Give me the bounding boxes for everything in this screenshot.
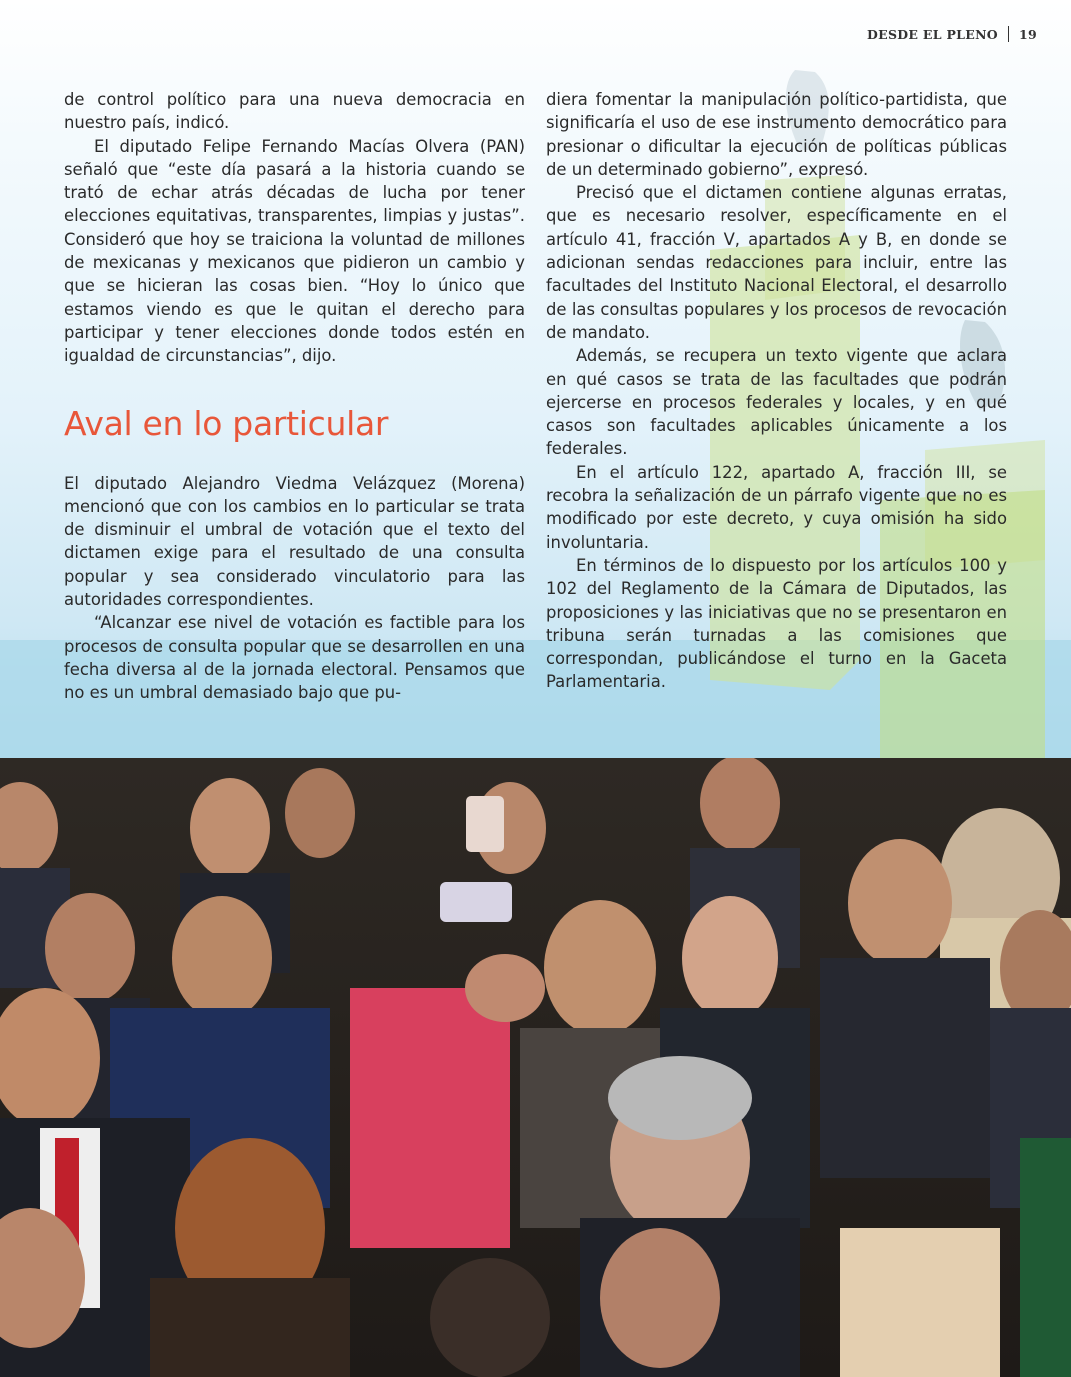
right-column: [546, 88, 1007, 694]
phone-shape: [440, 882, 512, 922]
paragraph: Además, se recupera un texto vigente que aclara en qué casos se trata de las facultades que podrán ejercerse en procesos federales y locales, y en qué casos son facultades aplicables únicamente a los federales.: [546, 346, 1007, 459]
page-number: 19: [1019, 26, 1037, 42]
paragraph: El diputado Felipe Fernando Macías Olvera (PAN) señaló que “este día pasará a la historia cuando se trató de echar atrás décadas de lucha por tener elecciones equitativas, transparentes, limpias y justas”. Consideró que hoy se traiciona la voluntad de millones de mexicanas y mexicanos que pidieron un cambio y que se hicieran las cosas bien. “Hoy lo único que estamos viendo es que le quitan el derecho para participar y tener elecciones donde todos estén en igualdad de circunstancias”, dijo.: [64, 136, 525, 366]
paragraph: En términos de lo dispuesto por los artículos 100 y 102 del Reglamento de la Cámara de Diputados, las proposiciones y las iniciativas que no se presentaron en tribuna serán turnadas a las comisiones que correspondan, publicándose el turno en la Gaceta Parlamentaria.: [546, 555, 1007, 692]
paragraph: Precisó que el dictamen contiene algunas erratas, que es necesario resolver, específicamente en el artículo 41, fracción V, apartados A y B, en donde se adicionan sendas redacciones para incluir, entre las facultades del Instituto Nacional Electoral, el desarrollo de las consultas populares y los procesos de revocación de mandato.: [546, 183, 1007, 342]
section-title: DESDE EL PLENO: [866, 26, 998, 42]
paragraph: En el artículo 122, apartado A, fracción III, se recobra la señalización de un párrafo vigente que no es modificado por este decreto, y cuya omisión ha sido involuntaria.: [546, 462, 1007, 552]
paragraph: de control político para una nueva democracia en nuestro país, indicó.: [64, 90, 525, 133]
paragraph: “Alcanzar ese nivel de votación es factible para los procesos de consulta popular que se desarrollen en una fecha diversa al de la jornada electoral. Pensamos que no es un umbral demasiado bajo que pu-: [64, 613, 525, 703]
phone-shape: [466, 796, 504, 852]
paragraph: El diputado Alejandro Viedma Velázquez (Morena) mencionó que con los cambios en lo particular se trata de disminuir el umbral de votación que el texto del dictamen exige para el resultado de una consulta popular y sea considerado vinculatorio para las autoridades correspondientes.: [64, 473, 525, 610]
paragraph: diera fomentar la manipulación político-partidista, que significaría el uso de ese instrumento democrático para presionar o dificultar la ejecución de políticas públicas de un determinado gobierno”, expresó.: [546, 90, 1007, 179]
section-heading: Aval en lo particular: [64, 403, 389, 443]
crowd-illustration: [0, 758, 1071, 1377]
header-divider: [1008, 26, 1009, 42]
left-column: [64, 88, 525, 705]
pink-jacket-figure: [350, 988, 510, 1248]
page-header: [867, 26, 1037, 42]
plenary-photo: [0, 758, 1071, 1377]
